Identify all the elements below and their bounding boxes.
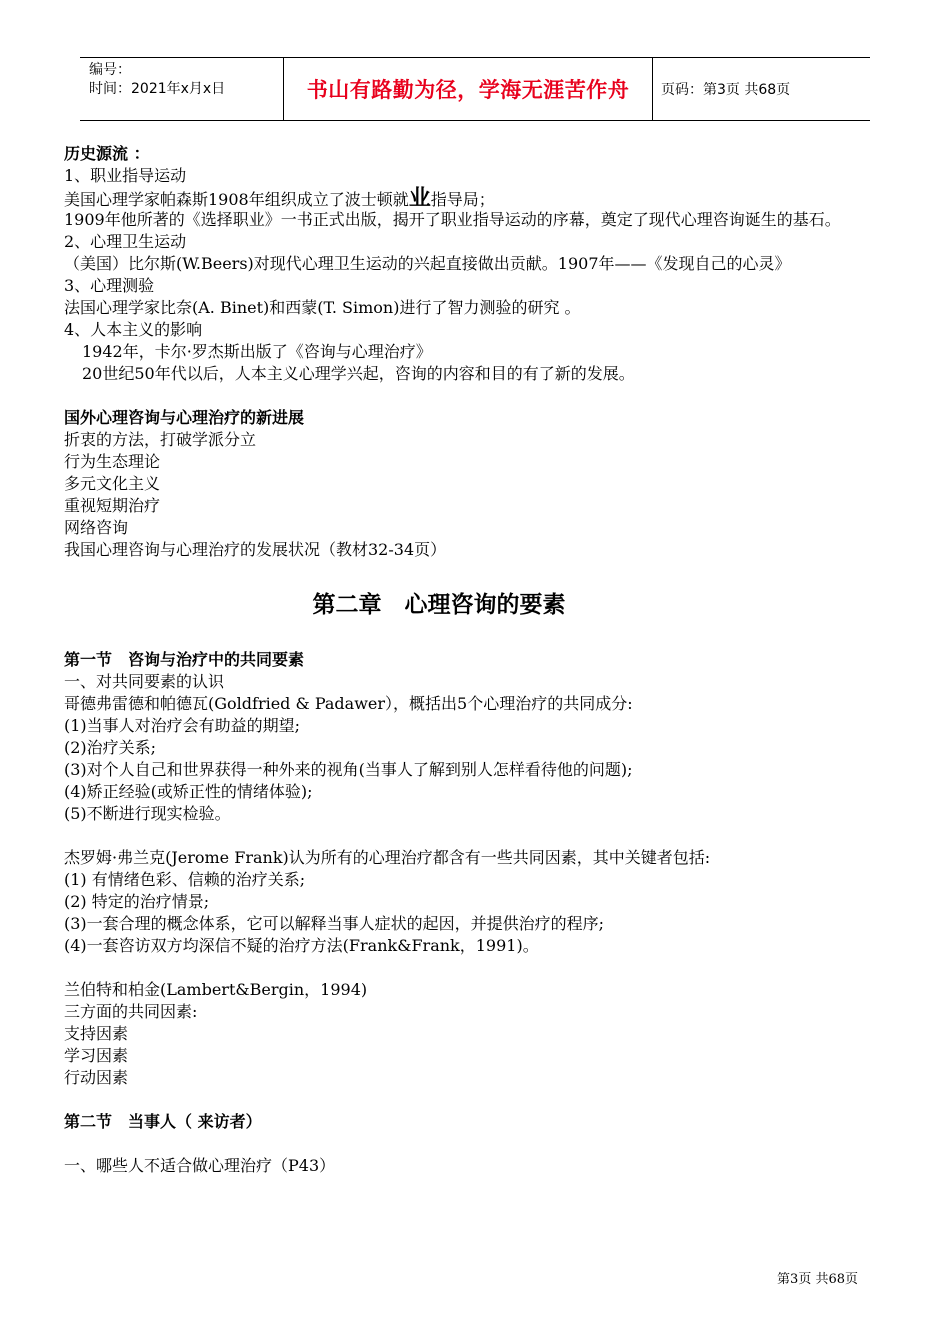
header-meta bbox=[80, 58, 283, 120]
history-s4-a: 1942年，卡尔·罗杰斯出版了《咨询与心理治疗》 bbox=[82, 342, 432, 361]
goldfried-item: (4)矫正经验(或矫正性的情绪体验); bbox=[64, 782, 313, 801]
goldfried-intro: 哥德弗雷德和帕德瓦(Goldfried & Padawer），概括出5个心理治疗的共同成分: bbox=[64, 694, 633, 713]
frank-item: (1) 有情绪色彩、信赖的治疗关系; bbox=[64, 870, 306, 889]
progress-item: 我国心理咨询与心理治疗的发展状况（教材32-34页） bbox=[64, 540, 447, 559]
frank-item: (3)一套合理的概念体系，它可以解释当事人症状的起因，并提供治疗的程序; bbox=[64, 914, 605, 933]
page-header bbox=[80, 57, 870, 121]
chapter-title: 第二章 心理咨询的要素 bbox=[312, 592, 566, 618]
document-body bbox=[64, 143, 874, 1177]
frank-intro: 杰罗姆·弗兰克(Jerome Frank)认为所有的心理治疗都含有一些共同因素，其中关键者包括: bbox=[64, 848, 711, 867]
history-s4-b: 20世纪50年代以后，人本主义心理学兴起，咨询的内容和目的有了新的发展。 bbox=[82, 364, 635, 383]
three-factors-label: 三方面的共同因素: bbox=[64, 1002, 198, 1021]
history-s3-a: 法国心理学家比奈(A. Binet)和西蒙(T. Simon)进行了智力测验的研究 。 bbox=[64, 298, 581, 317]
header-motto: 书山有路勤为径，学海无涯苦作舟 bbox=[283, 58, 653, 120]
header-number-label: 编号： bbox=[89, 62, 131, 78]
lambert-citation: 兰伯特和柏金(Lambert&Bergin，1994) bbox=[64, 980, 368, 999]
section1-title: 第一节 咨询与治疗中的共同要素 bbox=[64, 650, 305, 669]
frank-item: (2) 特定的治疗情景; bbox=[64, 892, 210, 911]
progress-item: 行为生态理论 bbox=[64, 452, 161, 471]
factor-item: 行动因素 bbox=[64, 1068, 129, 1087]
history-s1-b: 1909年他所著的《选择职业》一书正式出版，揭开了职业指导运动的序幕，奠定了现代心理咨询诞生的基石。 bbox=[64, 210, 841, 229]
header-time-label: 时间：2021年x月x日 bbox=[89, 81, 226, 97]
factor-item: 学习因素 bbox=[64, 1046, 129, 1065]
history-s4-title: 4、人本主义的影响 bbox=[64, 320, 203, 339]
history-s1-title: 1、职业指导运动 bbox=[64, 166, 187, 185]
frank-item: (4)一套咨访双方均深信不疑的治疗方法(Frank&Frank，1991)。 bbox=[64, 936, 539, 955]
section2-title: 第二节 当事人（ 来访者） bbox=[64, 1112, 262, 1131]
progress-item: 重视短期治疗 bbox=[64, 496, 161, 515]
history-s2-title: 2、心理卫生运动 bbox=[64, 232, 187, 251]
history-s3-title: 3、心理测验 bbox=[64, 276, 155, 295]
goldfried-item: (5)不断进行现实检验。 bbox=[64, 804, 231, 823]
goldfried-item: (2)治疗关系; bbox=[64, 738, 157, 757]
goldfried-item: (3)对个人自己和世界获得一种外来的视角(当事人了解到别人怎样看待他的问题); bbox=[64, 760, 633, 779]
history-s1-a bbox=[64, 187, 874, 209]
factor-item: 支持因素 bbox=[64, 1024, 129, 1043]
progress-title: 国外心理咨询与心理治疗的新进展 bbox=[64, 408, 305, 427]
progress-item: 网络咨询 bbox=[64, 518, 129, 537]
section2-subtitle: 一、哪些人不适合做心理治疗（P43） bbox=[64, 1156, 336, 1175]
history-title: 历史源流 ： bbox=[64, 144, 150, 163]
goldfried-item: (1)当事人对治疗会有助益的期望; bbox=[64, 716, 301, 735]
progress-item: 多元文化主义 bbox=[64, 474, 161, 493]
history-s1-a-big: 业 bbox=[408, 185, 431, 211]
section1-subtitle: 一、对共同要素的认识 bbox=[64, 672, 225, 691]
history-s1-a-post: 指导局； bbox=[430, 190, 495, 209]
history-s1-a-pre: 美国心理学家帕森斯1908年组织成立了波士顿就 bbox=[64, 190, 409, 209]
progress-item: 折衷的方法，打破学派分立 bbox=[64, 430, 257, 449]
history-s2-a: （美国）比尔斯(W.Beers)对现代心理卫生运动的兴起直接做出贡献。1907年——《发现自己的心灵》 bbox=[64, 254, 791, 273]
page-footer: 第3页 共68页 bbox=[777, 1272, 858, 1287]
header-page-info: 页码：第3页 共68页 bbox=[661, 82, 791, 98]
